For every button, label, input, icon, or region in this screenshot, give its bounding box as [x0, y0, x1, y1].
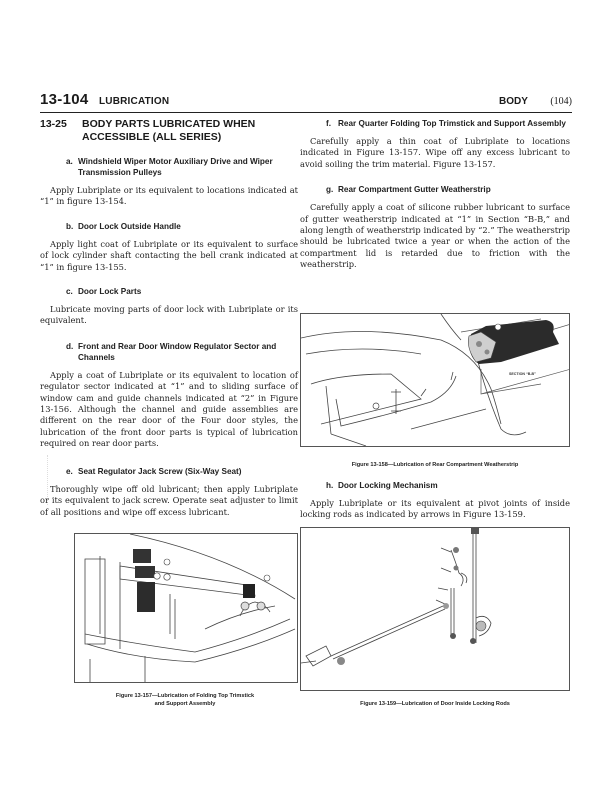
trimstick-illustration — [75, 534, 297, 682]
subsection-heading-text: Door Lock Parts — [78, 287, 142, 297]
figure-13-157-caption — [74, 692, 296, 708]
figure-13-158 — [300, 313, 570, 447]
subsection-label: b. — [66, 221, 74, 231]
page-header — [40, 90, 572, 113]
callout-1 — [495, 324, 501, 330]
figure-13-157 — [74, 533, 298, 683]
subsection-label: a. — [66, 157, 73, 166]
section-title-line2: ACCESSIBLE (ALL SERIES) — [82, 131, 222, 143]
right-column — [300, 118, 570, 271]
subsection-label: h. — [326, 481, 334, 490]
subsection-label: c. — [66, 287, 73, 297]
page-reference: (104) — [550, 96, 572, 107]
subsection-heading-f — [300, 118, 570, 129]
figure-13-159 — [300, 527, 570, 691]
figure-13-158-caption: Figure 13-158—Lubrication of Rear Compartment Weatherstrip — [351, 462, 519, 468]
subsection-heading-e — [40, 466, 298, 477]
subsection-heading-text: Rear Compartment Gutter Weatherstrip — [338, 185, 491, 195]
subsection-heading-text: Windshield Wiper Motor Auxiliary Drive and Wiper Transmission Pulleys — [78, 157, 273, 177]
subsection-heading-c — [40, 286, 298, 297]
right-column-lower — [300, 480, 570, 521]
subsection-label: g. — [326, 185, 334, 195]
subsection-label: d. — [66, 341, 74, 351]
subsection-heading-h — [300, 480, 570, 491]
subsection-heading-b — [40, 221, 298, 232]
section-number: 13-25 — [40, 118, 67, 130]
header-left — [40, 91, 169, 109]
subsection-heading-text: Door Locking Mechanism — [338, 481, 438, 490]
subsection-heading-text: Seat Regulator Jack Screw (Six-Way Seat) — [78, 466, 242, 476]
locking-rods-illustration — [301, 528, 569, 690]
caption-line-2: and Support Assembly — [154, 701, 216, 707]
subsection-heading-text: Rear Quarter Folding Top Trimstick and Support Assembly — [338, 119, 566, 128]
paragraph-h: Apply Lubriplate or its equivalent at pivot joints of inside locking rods as indicated by arrows in Figure 13-159. — [300, 498, 570, 520]
page-number: 13-104 — [40, 91, 89, 108]
subsection-heading-text: Front and Rear Door Window Regulator Sector and Channels — [78, 341, 277, 362]
section-title — [40, 118, 298, 144]
subsection-label: f. — [326, 119, 332, 128]
section-b-b-inset — [461, 319, 569, 394]
left-column — [40, 118, 298, 518]
paragraph-f: Carefully apply a thin coat of Lubriplate to locations indicated in Figure 13-157. Wipe off any excess lubricant to avoid soiling the trim material. Figure 13-157. — [300, 136, 570, 169]
header-right — [499, 91, 572, 109]
caption-line-1: Figure 13-157—Lubrication of Folding Top Trimstick — [115, 693, 255, 699]
paragraph-g: Carefully apply a coat of silicone rubber lubricant to surface of gutter weatherstrip indicated at “1” in Section “B-B,” and along length of weatherstrip indicated by “2.” The weatherstrip should be lubricated twice a year or when the action of the compartment lid is retarded due to friction with the weatherstrip. — [300, 202, 570, 270]
figure-13-159-caption: Figure 13-159—Lubrication of Door Inside Locking Rods — [360, 701, 510, 707]
paragraph-d: Apply a coat of Lubriplate or its equivalent to location of regulator sector indicated at “1” and to sliding surface of window cam and guide channels indicated at “2” in Figure 13-156. Although the channel and guide assemblies are different on the rear door of the Four door styles, the lubrication of the front door parts is typical of lubrication required on rear door parts. — [40, 369, 298, 449]
section-label: SECTION “B-B” — [509, 372, 536, 376]
subsection-heading-a — [40, 156, 298, 178]
paragraph-e: Thoroughly wipe off old lubricant; then apply Lubriplate or its equivalent to jack screw. Operate seat adjuster to limit of all positions and wipe off excess lubricant. — [40, 483, 298, 517]
callout-2 — [373, 403, 379, 409]
chapter-name: BODY — [498, 96, 528, 107]
subsection-heading-g — [300, 184, 570, 195]
subsection-heading-d — [40, 341, 298, 363]
paragraph-b: Apply light coat of Lubriplate or its equivalent to surface of lock cylinder shaft contacting the bell crank indicated at “1” in figure 13-155. — [40, 238, 298, 272]
paragraph-c: Lubricate moving parts of door lock with Lubriplate or its equivalent. — [40, 304, 298, 326]
section-name: LUBRICATION — [98, 96, 170, 107]
subsection-heading-text: Door Lock Outside Handle — [78, 221, 181, 231]
callout-1 — [164, 559, 170, 565]
section-title-line1: BODY PARTS LUBRICATED WHEN — [82, 118, 256, 130]
paragraph-a: Apply Lubriplate or its equivalent to locations indicated at “1” in figure 13-154. — [40, 185, 298, 207]
weatherstrip-illustration — [301, 314, 569, 446]
subsection-label: e. — [66, 466, 73, 476]
callout-2 — [264, 575, 270, 581]
